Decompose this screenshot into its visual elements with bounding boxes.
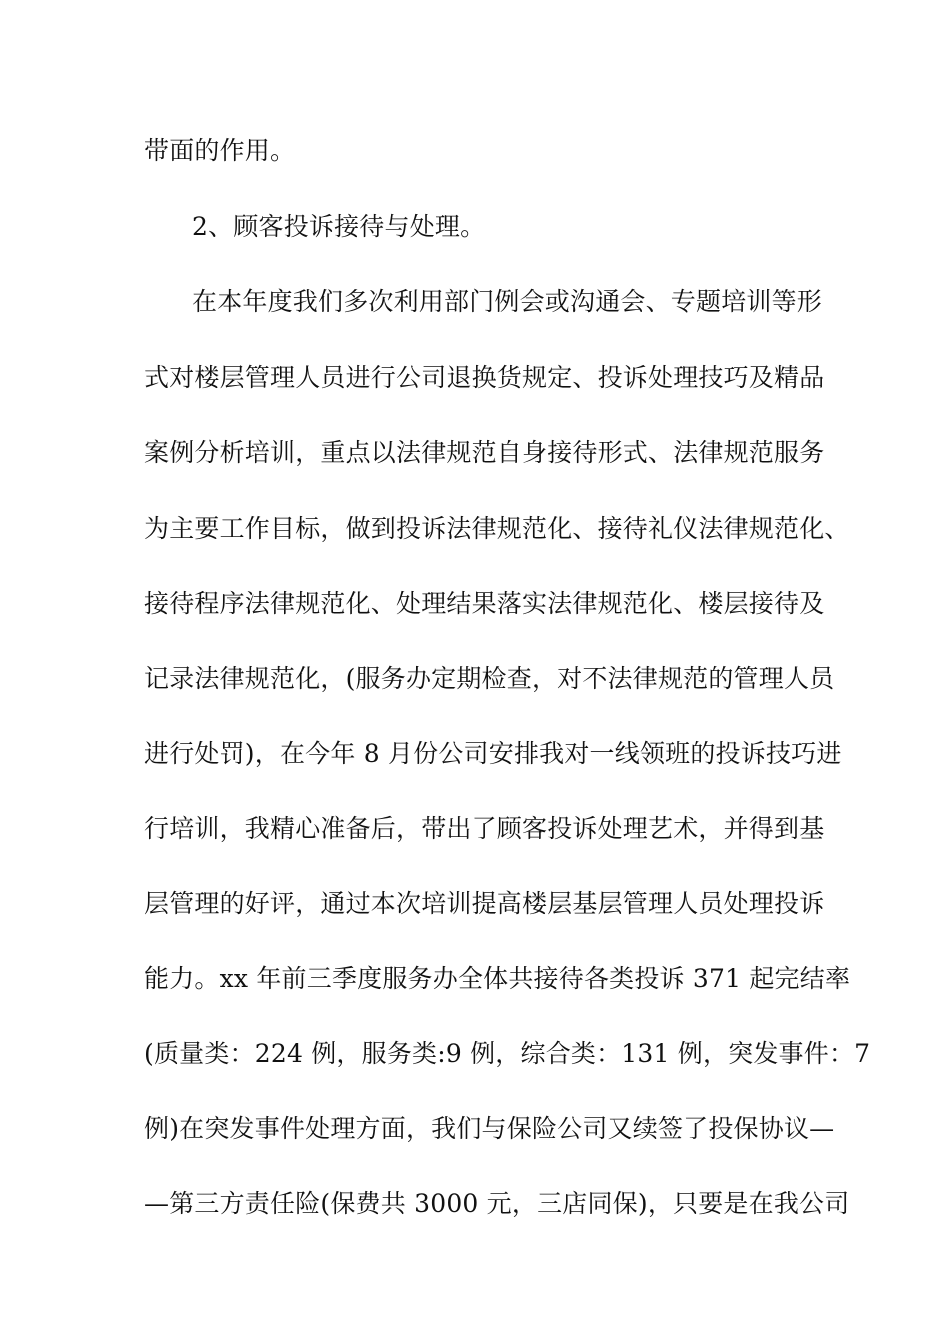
text-line: —第三方责任险(保费共 3000 元，三店同保)，只要是在我公司 [144, 1189, 850, 1218]
text-line: 例)在突发事件处理方面，我们与保险公司又续签了投保协议— [144, 1114, 835, 1143]
text-line: 带面的作用。 [144, 136, 296, 165]
text-line: 记录法律规范化，(服务办定期检查，对不法律规范的管理人员 [144, 664, 835, 693]
text-line: 案例分析培训，重点以法律规范自身接待形式、法律规范服务 [144, 438, 825, 467]
text-line: 行培训，我精心准备后，带出了顾客投诉处理艺术，并得到基 [144, 814, 825, 843]
text-line: 接待程序法律规范化、处理结果落实法律规范化、楼层接待及 [144, 589, 825, 618]
text-line: 在本年度我们多次利用部门例会或沟通会、专题培训等形 [192, 287, 823, 316]
text-line: 为主要工作目标，做到投诉法律规范化、接待礼仪法律规范化、 [144, 514, 850, 543]
section-heading: 2、顾客投诉接待与处理。 [192, 212, 486, 241]
text-line: 层管理的好评，通过本次培训提高楼层基层管理人员处理投诉 [144, 889, 825, 918]
text-line: 进行处罚)，在今年 8 月份公司安排我对一线领班的投诉技巧进 [144, 739, 842, 768]
text-line: 式对楼层管理人员进行公司退换货规定、投诉处理技巧及精品 [144, 363, 825, 392]
text-line: (质量类：224 例，服务类:9 例，综合类：131 例，突发事件：7 [144, 1039, 871, 1068]
text-line: 能力。xx 年前三季度服务办全体共接待各类投诉 371 起完结率 [144, 964, 851, 993]
